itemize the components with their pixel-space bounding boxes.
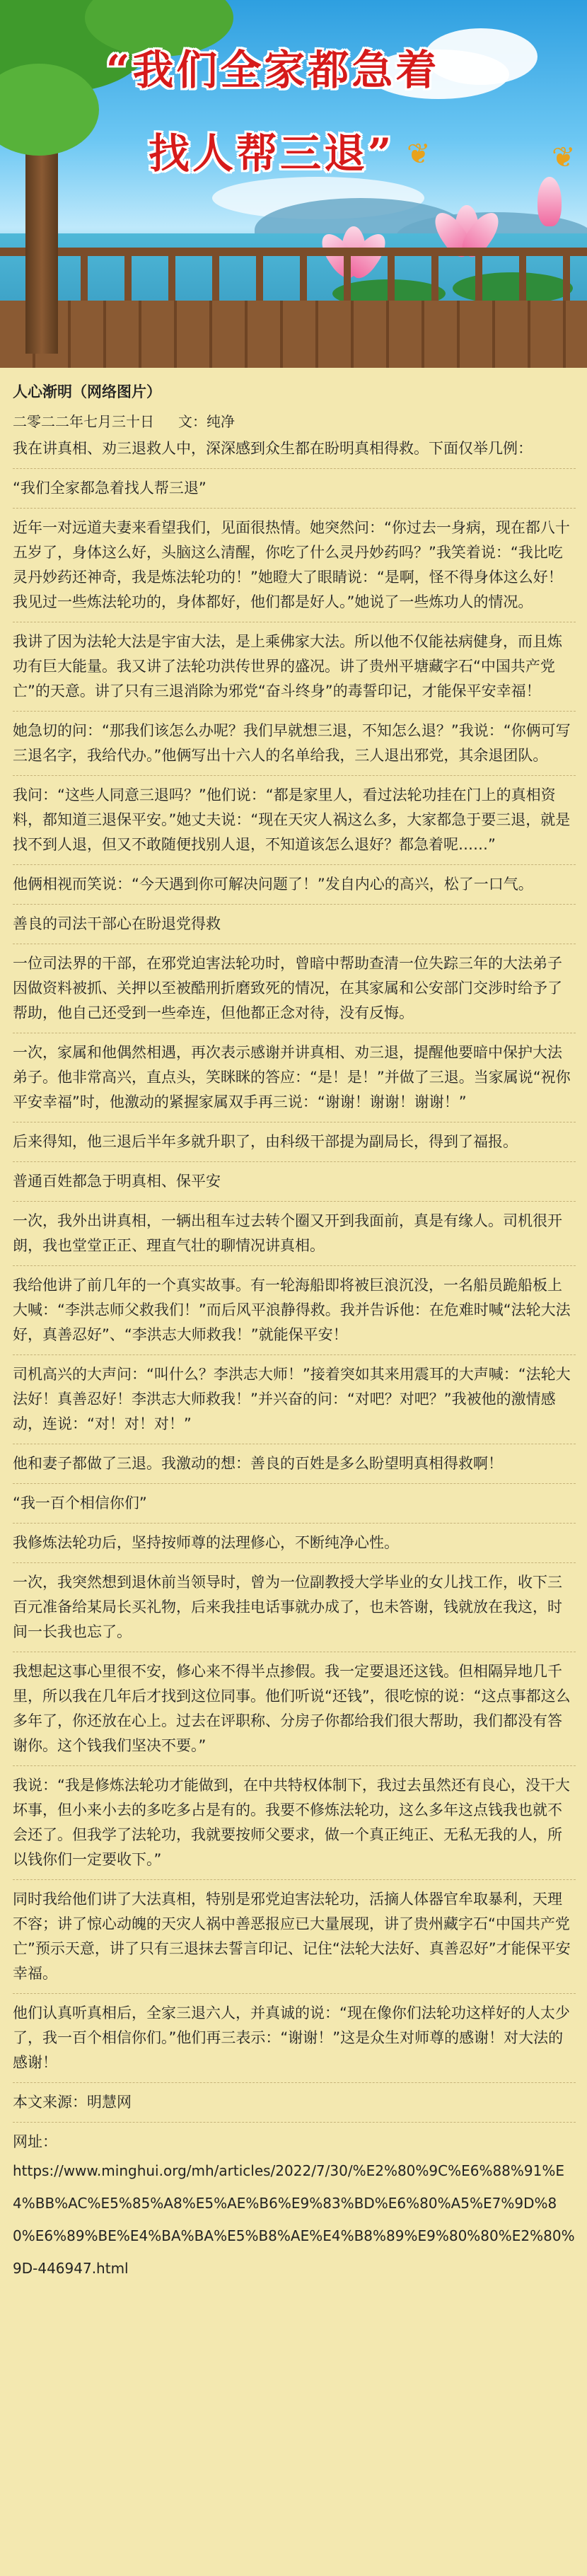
header-banner-image xyxy=(0,0,587,368)
paragraph: 后来得知，他三退后半年多就升职了，由科级干部提为副局长，得到了福报。 xyxy=(13,1133,518,1150)
divider xyxy=(13,711,576,712)
publish-date: 二零二二年七月三十日 xyxy=(13,413,154,430)
divider xyxy=(13,1993,576,1994)
article-body xyxy=(13,436,576,2075)
paragraph: 我讲了因为法轮大法是宇宙大法，是上乘佛家大法。所以他不仅能祛病健身，而且炼功有巨大能量。我又讲了法轮功洪传世界的盛况。讲了贵州平塘藏字石“中国共产党亡”的天意。讲了只有三退消除为邪党“奋斗终身”的毒誓印记，才能保平安幸福！ xyxy=(13,633,562,700)
divider xyxy=(13,1765,576,1766)
lotus-bud-icon xyxy=(516,177,580,233)
section-subheading: 普通百姓都急于明真相、保平安 xyxy=(13,1173,221,1190)
paragraph: 一次，家属和他偶然相遇，再次表示感谢并讲真相、劝三退，提醒他要暗中保护大法弟子。他非常高兴，直点头，笑眯眯的答应：“是！是！”并做了三退。当家属说“祝你平安幸福”时，他激动的紧握家属双手再三说：“谢谢！谢谢！谢谢！” xyxy=(13,1044,571,1110)
cloud-shape xyxy=(424,28,537,85)
paragraph: 他们认真听真相后，全家三退六人，并真诚的说：“现在像你们法轮功这样好的人太少了，我一百个相信你们。”他们再三表示：“谢谢！”这是众生对师尊的感谢！对大法的感谢！ xyxy=(13,2004,570,2071)
url-label: 网址： xyxy=(13,2133,57,2150)
section-subheading: “我们全家都急着找人帮三退” xyxy=(13,480,207,497)
divider xyxy=(13,1265,576,1266)
railing xyxy=(0,251,587,301)
divider xyxy=(13,2122,576,2123)
article-source: 本文来源：明慧网 xyxy=(13,2094,132,2111)
divider xyxy=(13,468,576,469)
paragraph: 一位司法界的干部，在邪党迫害法轮功时，曾暗中帮助查清一位失踪三年的大法弟子因做资料被抓、关押以至被酷刑折磨致死的情况，在其家属和公安部门交涉时给予了帮助，他自己还受到一些牵连，但他都正念对待，没有反悔。 xyxy=(13,955,562,1021)
wooden-deck xyxy=(0,301,587,368)
article-url-link[interactable]: https://www.minghui.org/mh/articles/2022/7/30/%E2%80%9C%E6%88%91%E4%BB%AC%E5%85%A8%E5%AE%B6%E9%83%BD%E6%80%A5%E7%9D%80%E6%89%BE%E4%BA%BA%E5%B8%AE%E4%B8%89%E9%80%80%E2%80%9D-446947.html xyxy=(13,2162,575,2277)
divider xyxy=(13,1483,576,1484)
paragraph: 他俩相视而笑说：“今天遇到你可解决问题了！”发自内心的高兴，松了一口气。 xyxy=(13,876,533,893)
section-subheading: 善良的司法干部心在盼退党得救 xyxy=(13,915,221,932)
article xyxy=(0,368,587,2285)
divider xyxy=(13,864,576,865)
paragraph: 司机高兴的大声问：“叫什么？李洪志大师！”接着突如其来用震耳的大声喊：“法轮大法好！真善忍好！李洪志大师救我！”并兴奋的问：“对吧？对吧？”我被他的激情感动，连说：“对！对！对！” xyxy=(13,1366,571,1432)
paragraph: 我想起这事心里很不安，修心来不得半点掺假。我一定要退还这钱。但相隔异地几千里，所以我在几年后才找到这位同事。他们听说“还钱”，很吃惊的说：“这点事都这么多年了，你还放在心上。过去在评职称、分房子你都给我们很大帮助，我们都没有答谢你。这个钱我们坚决不要。” xyxy=(13,1663,571,1754)
divider xyxy=(13,1562,576,1563)
section-subheading: “我一百个相信你们” xyxy=(13,1495,147,1512)
butterfly-icon: ❦ xyxy=(407,138,431,170)
paragraph: 一次，我外出讲真相，一辆出租车过去转个圈又开到我面前，真是有缘人。司机很开朗，我也堂堂正正、理直气壮的聊情况讲真相。 xyxy=(13,1212,562,1254)
paragraph: 我问：“这些人同意三退吗？”他们说：“都是家里人，看过法轮功挂在门上的真相资料，都知道三退保平安。”她丈夫说：“现在天灾人祸这么多，大家都急于要三退，就是找不到人退，但又不敢随便找别人退，不知道该怎么退好？都急着呢……” xyxy=(13,787,571,853)
paragraph: 我说：“我是修炼法轮功才能做到，在中共特权体制下，我过去虽然还有良心，没干大坏事，但小来小去的多吃多占是有的。我要不修炼法轮功，这么多年这点钱我也就不会还了。但我学了法轮功，我就要按师父要求，做一个真正纯正、无私无我的人，所以钱你们一定要收下。” xyxy=(13,1777,570,1868)
paragraph: 一次，我突然想到退休前当领导时，曾为一位副教授大学毕业的女儿找工作，收下三百元准备给某局长买礼物，后来我挂电话事就办成了，也未答谢，钱就放在我这，时间一长我也忘了。 xyxy=(13,1574,562,1640)
paragraph: 我修炼法轮功后，坚持按师尊的法理修心，不断纯净心性。 xyxy=(13,1534,399,1551)
divider xyxy=(13,1201,576,1202)
divider xyxy=(13,1354,576,1355)
divider xyxy=(13,775,576,776)
banner-title-line-1: “我们全家都急着 xyxy=(106,46,440,94)
banner-title-line-2: 找人帮三退” xyxy=(149,129,395,178)
paragraph: 我在讲真相、劝三退救人中，深深感到众生都在盼明真相得救。下面仅举几例： xyxy=(13,440,533,457)
butterfly-icon: ❦ xyxy=(552,141,576,174)
divider xyxy=(13,1523,576,1524)
divider xyxy=(13,2082,576,2083)
paragraph: 我给他讲了前几年的一个真实故事。有一轮海船即将被巨浪沉没，一名船员跪船板上大喊：“李洪志师父救我们！”而后风平浪静得救。我并告诉他：在危难时喊“法轮大法好，真善忍好”、“李洪志大师救我！”就能保平安！ xyxy=(13,1277,571,1343)
divider xyxy=(13,508,576,509)
divider xyxy=(13,1879,576,1880)
divider xyxy=(13,904,576,905)
image-caption-heading: 人心渐明（网络图片） xyxy=(13,383,161,400)
divider xyxy=(13,1161,576,1162)
article-meta xyxy=(13,410,576,431)
paragraph: 她急切的问：“那我们该怎么办呢？我们早就想三退，不知怎么退？”我说：“你俩可写三退名字，我给代办。”他俩写出十六人的名单给我，三人退出邪党，其余退团队。 xyxy=(13,722,571,764)
paragraph: 他和妻子都做了三退。我激动的想：善良的百姓是多么盼望明真相得救啊！ xyxy=(13,1455,503,1472)
paragraph: 近年一对远道夫妻来看望我们，见面很热情。她突然问：“你过去一身病，现在都八十五岁了，身体这么好，头脑这么清醒，你吃了什么灵丹妙药吗？”我笑着说：“我比吃灵丹妙药还神奇，我是炼法轮功的！”她瞪大了眼睛说：“是啊，怪不得身体这么好！我见过一些炼法轮功的，身体都好，他们都是好人。”她说了一些炼功人的情况。 xyxy=(13,519,570,610)
author-byline: 文：纯净 xyxy=(178,413,235,430)
paragraph: 同时我给他们讲了大法真相，特别是邪党迫害法轮功，活摘人体器官牟取暴利，天理不容；讲了惊心动魄的天灾人祸中善恶报应已大量展现，讲了贵州藏字石“中国共产党亡”预示天意，讲了只有三退抹去誓言印记、记住“法轮大法好、真善忍好”才能保平安幸福。 xyxy=(13,1891,571,1982)
